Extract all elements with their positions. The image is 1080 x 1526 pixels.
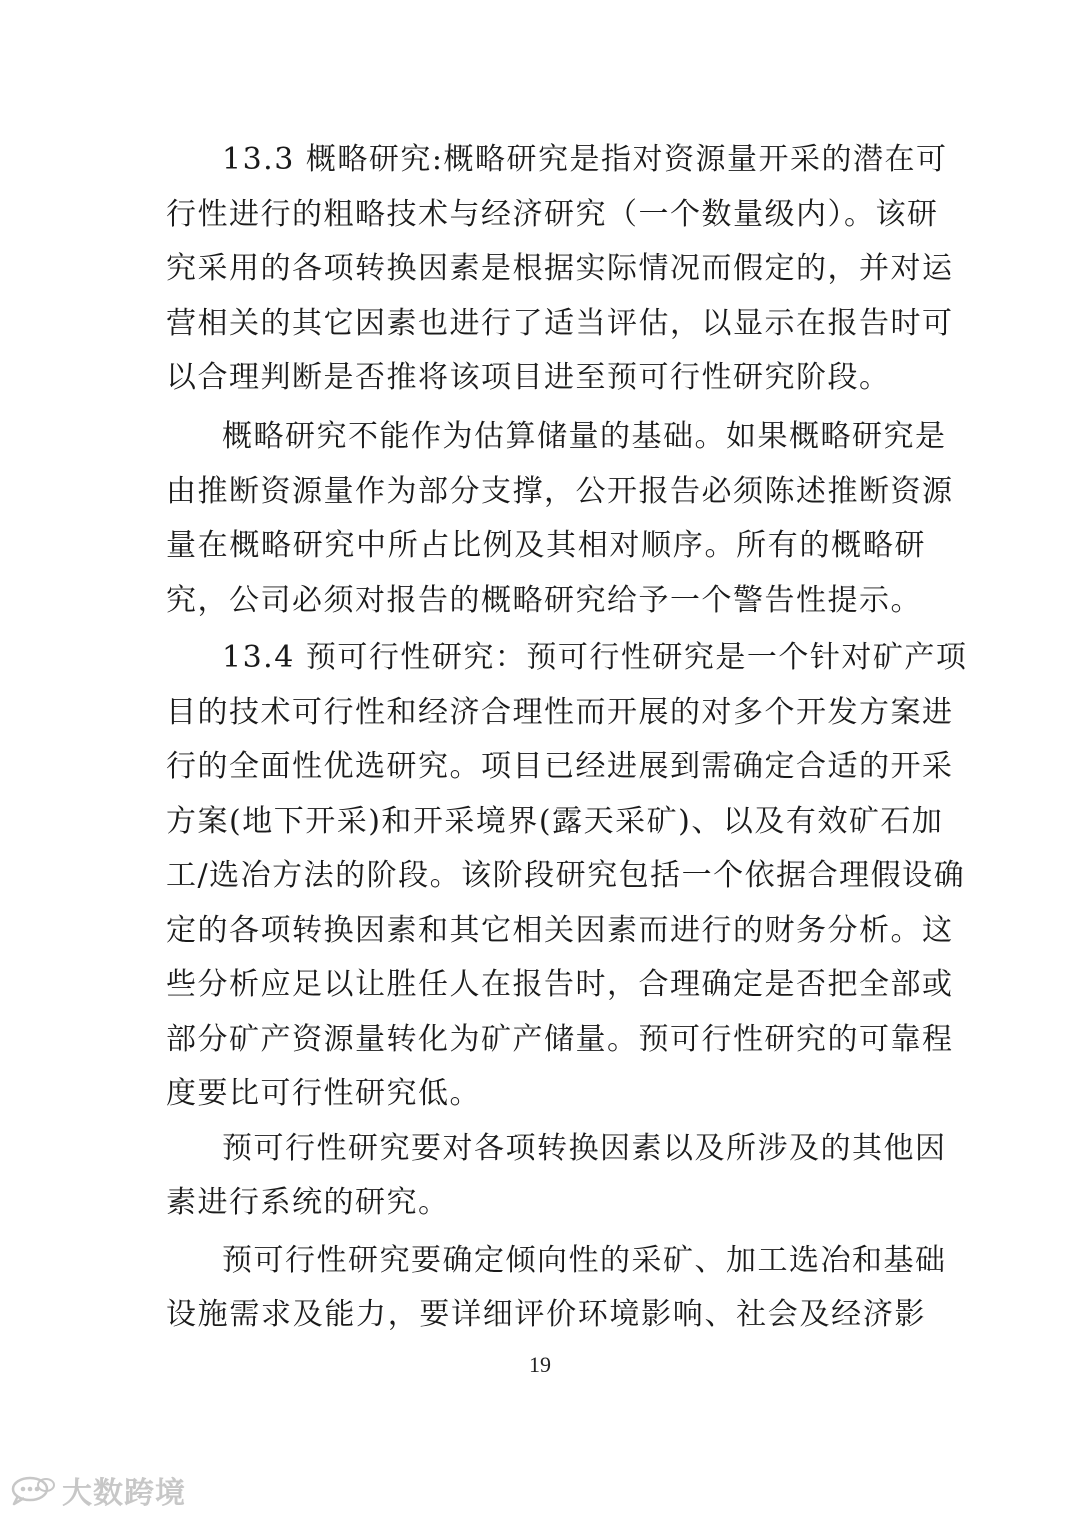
text-line: 由推断资源量作为部分支撑，公开报告必须陈述推断资源 — [166, 474, 954, 509]
text-line: 13.4 预可行性研究：预可行性研究是一个针对矿产项 — [222, 640, 968, 675]
text-line: 度要比可行性研究低。 — [166, 1076, 481, 1111]
text-line: 13.3 概略研究:概略研究是指对资源量开采的潜在可 — [222, 142, 948, 177]
text-line: 预可行性研究要确定倾向性的采矿、加工选冶和基础 — [222, 1243, 947, 1278]
text-line: 素进行系统的研究。 — [166, 1185, 450, 1220]
text-line: 概略研究不能作为估算储量的基础。如果概略研究是 — [222, 419, 947, 454]
text-line: 营相关的其它因素也进行了适当评估，以显示在报告时可 — [166, 306, 954, 341]
watermark-text: 大数跨境 — [62, 1476, 186, 1511]
text-line: 预可行性研究要对各项转换因素以及所涉及的其他因 — [222, 1131, 947, 1166]
page-number: 19 — [529, 1352, 551, 1377]
text-line: 工/选冶方法的阶段。该阶段研究包括一个依据合理假设确 — [166, 858, 966, 893]
text-line: 些分析应足以让胜任人在报告时，合理确定是否把全部或 — [166, 967, 954, 1002]
text-line: 以合理判断是否推将该项目进至预可行性研究阶段。 — [166, 360, 891, 395]
text-line: 目的技术可行性和经济合理性而开展的对多个开发方案进 — [166, 695, 954, 730]
text-line: 究采用的各项转换因素是根据实际情况而假定的，并对运 — [166, 251, 954, 286]
text-line: 行的全面性优选研究。项目已经进展到需确定合适的开采 — [166, 749, 954, 784]
text-line: 方案(地下开采)和开采境界(露天采矿)、以及有效矿石加 — [166, 804, 944, 839]
text-line: 量在概略研究中所占比例及其相对顺序。所有的概略研 — [166, 528, 926, 563]
text-line: 究，公司必须对报告的概略研究给予一个警告性提示。 — [166, 583, 922, 618]
text-line: 部分矿产资源量转化为矿产储量。预可行性研究的可靠程 — [166, 1022, 954, 1057]
text-line: 定的各项转换因素和其它相关因素而进行的财务分析。这 — [166, 913, 954, 948]
text-line: 行性进行的粗略技术与经济研究（一个数量级内）。该研 — [166, 197, 939, 232]
watermark — [10, 1468, 186, 1512]
text-line: 设施需求及能力，要详细评价环境影响、社会及经济影 — [166, 1297, 926, 1332]
chat-bubble-logo-icon — [10, 1474, 56, 1506]
